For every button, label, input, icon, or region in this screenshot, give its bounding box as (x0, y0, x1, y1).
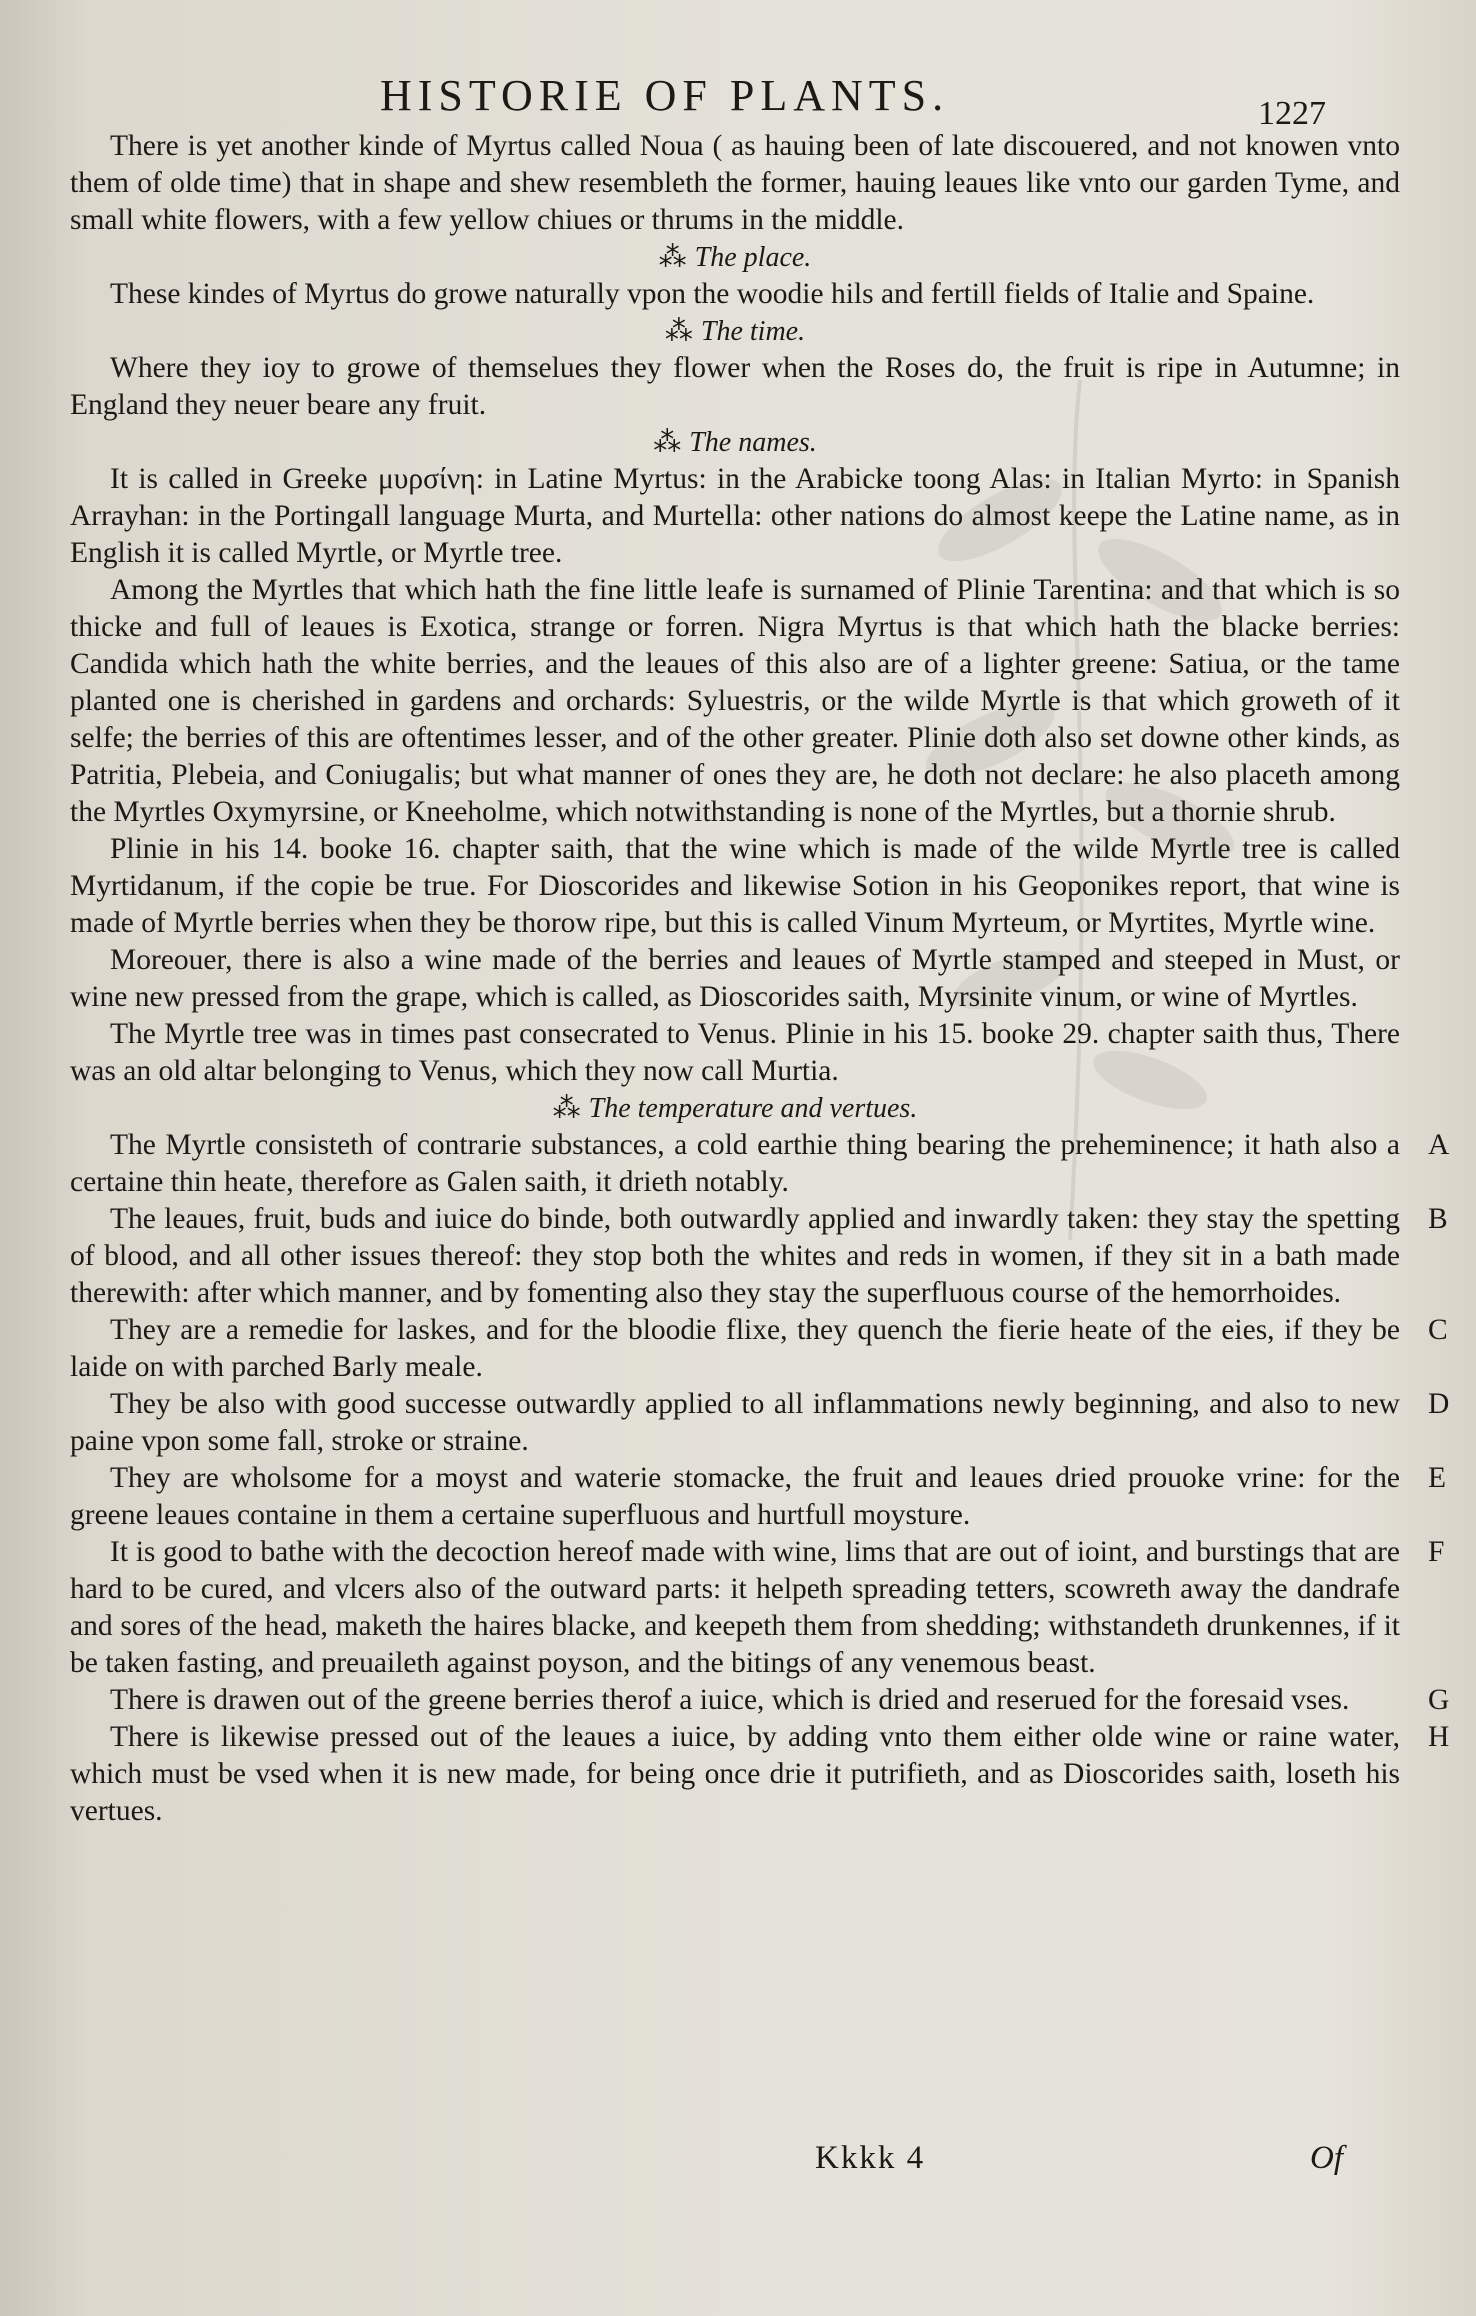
paragraph-text: Where they ioy to growe of themselues they flower when the Roses do, the fruit is ripe in Autumne; in England they neuer beare any fruit. (70, 352, 1400, 421)
paragraph-text: The Myrtle consisteth of contrarie substances, a cold earthie thing bearing the preheminence; it hath also a certaine thin heate, therefore as Galen saith, it drieth notably. (70, 1129, 1400, 1198)
fleuron-icon: ⁂ (552, 1093, 581, 1124)
heading-text: The place. (694, 242, 812, 273)
paragraph-text: There is likewise pressed out of the leaues a iuice, by adding vnto them either olde wine or raine water, which must be vsed when it is new made, for being once drie it putrifieth, and as Dioscorides saith, loseth his vertues. (70, 1721, 1400, 1827)
margin-letter: B (1428, 1203, 1448, 1235)
heading-text: The temperature and vertues. (588, 1093, 918, 1124)
paragraph-text: They be also with good successe outwardly applied to all inflammations newly beginning, and also to new paine vpon some fall, stroke or straine. (70, 1388, 1400, 1457)
para-vertue-g (70, 1682, 1450, 1719)
heading-names (70, 424, 1400, 461)
signature-mark: Kkkk 4 (815, 2140, 926, 2176)
heading-text: The names. (689, 427, 817, 458)
paragraph-text: It is good to bathe with the decoction hereof made with wine, lims that are out of ioint, and burstings that are hard to be cured, and vlcers also of the outward parts: it helpeth spreading tetters, scowreth away the dandrafe and sores of the head, maketh the haires blacke, and keepeth them from shedding; withstandeth drunkennes, if it be taken fasting, and preuaileth against poyson, and the bitings of any venemous beast. (70, 1536, 1400, 1679)
paragraph-text: The leaues, fruit, buds and iuice do binde, both outwardly applied and inwardly taken: they stay the spetting of blood, and all other issues thereof: they stop both the whites and reds in women, if they sit in a bath made therewith: after which manner, and by fomenting also they stay the superfluous course of the hemorrhoides. (70, 1203, 1400, 1309)
margin-letter: G (1428, 1684, 1450, 1716)
para-names-venus (70, 1016, 1400, 1090)
fleuron-icon: ⁂ (658, 242, 687, 273)
para-names-greeke (70, 461, 1400, 572)
margin-letter: A (1428, 1129, 1450, 1161)
fleuron-icon: ⁂ (664, 316, 693, 347)
fleuron-icon: ⁂ (653, 427, 682, 458)
para-myrtus-noua (70, 128, 1400, 239)
para-vertue-f (70, 1534, 1445, 1682)
para-place (70, 276, 1400, 313)
heading-time (70, 313, 1400, 350)
para-time (70, 350, 1400, 424)
page-number: 1227 (1258, 95, 1326, 132)
para-vertue-e (70, 1460, 1447, 1534)
paragraph-text: Moreouer, there is also a wine made of the berries and leaues of Myrtle stamped and steeped in Must, or wine new pressed from the grape, which is called, as Dioscorides saith, Myrsinite vinum, or wine of Myrtles. (70, 944, 1400, 1013)
margin-letter: F (1428, 1536, 1445, 1568)
margin-letter: D (1428, 1388, 1450, 1420)
margin-letter: E (1428, 1462, 1447, 1494)
para-vertue-a (70, 1127, 1450, 1201)
paragraph-text: They are wholsome for a moyst and waterie stomacke, the fruit and leaues dried prouoke vrine: for the greene leaues containe in them a certaine superfluous and hurtfull moysture. (70, 1462, 1400, 1531)
paragraph-text: These kindes of Myrtus do growe naturally vpon the woodie hils and fertill fields of Italie and Spaine. (110, 278, 1315, 310)
para-names-among (70, 572, 1400, 831)
para-names-moreouer (70, 942, 1400, 1016)
para-vertue-d (70, 1386, 1450, 1460)
para-vertue-h (70, 1719, 1450, 1830)
paragraph-text: They are a remedie for laskes, and for the bloodie flixe, they quench the fierie heate of the eies, if they be laide on with parched Barly meale. (70, 1314, 1400, 1383)
para-vertue-b (70, 1201, 1448, 1312)
heading-place (70, 239, 1400, 276)
paragraph-text: There is yet another kinde of Myrtus called Noua ( as hauing been of late discouered, and not knowen vnto them of olde time) that in shape and shew resembleth the former, hauing leaues like vnto our garden Tyme, and small white flowers, with a few yellow chiues or thrums in the middle. (70, 130, 1400, 236)
paragraph-text: There is drawen out of the greene berries therof a iuice, which is dried and reserued for the foresaid vses. (110, 1684, 1350, 1716)
running-head: HISTORIE OF PLANTS. (380, 71, 950, 120)
margin-letter: C (1428, 1314, 1448, 1346)
paragraph-text: It is called in Greeke μυρσίνη: in Latine Myrtus: in the Arabicke toong Alas: in Italian Myrto: in Spanish Arrayhan: in the Portingall language Murta, and Murtella: other nations do almost keepe the Latine name, as in English it is called Myrtle, or Myrtle tree. (70, 463, 1400, 569)
heading-temperature (70, 1090, 1400, 1127)
page-body (70, 128, 1450, 1830)
para-vertue-c (70, 1312, 1448, 1386)
paragraph-text: Among the Myrtles that which hath the fine little leafe is surnamed of Plinie Tarentina: and that which is so thicke and full of leaues is Exotica, strange or forren. Nigra Myrtus is that which hath the blacke berries: Candida which hath the white berries, and the leaues of this also are of a lighter greene: Satiua, or the tame planted one is cherished in gardens and orchards: Syluestris, or the wilde Myrtle is that which groweth of it selfe; the berries of this are oftentimes lesser, and of the other greater. Plinie doth also set downe other kinds, as Patritia, Plebeia, and Coniugalis; but what manner of ones they are, he doth not declare: he also placeth among the Myrtles Oxymyrsine, or Kneeholme, which notwithstanding is none of the Myrtles, but a thornie shrub. (70, 574, 1400, 828)
para-names-plinie (70, 831, 1400, 942)
margin-letter: H (1428, 1721, 1450, 1753)
catchword: Of (1310, 2140, 1343, 2176)
paragraph-text: Plinie in his 14. booke 16. chapter saith, that the wine which is made of the wilde Myrtle tree is called Myrtidanum, if the copie be true. For Dioscorides and likewise Sotion in his Geoponikes report, that wine is made of Myrtle berries when they be thorow ripe, but this is called Vinum Myrteum, or Myrtites, Myrtle wine. (70, 833, 1400, 939)
paragraph-text: The Myrtle tree was in times past consecrated to Venus. Plinie in his 15. booke 29. chapter saith thus, There was an old altar belonging to Venus, which they now call Murtia. (70, 1018, 1400, 1087)
heading-text: The time. (700, 316, 806, 347)
